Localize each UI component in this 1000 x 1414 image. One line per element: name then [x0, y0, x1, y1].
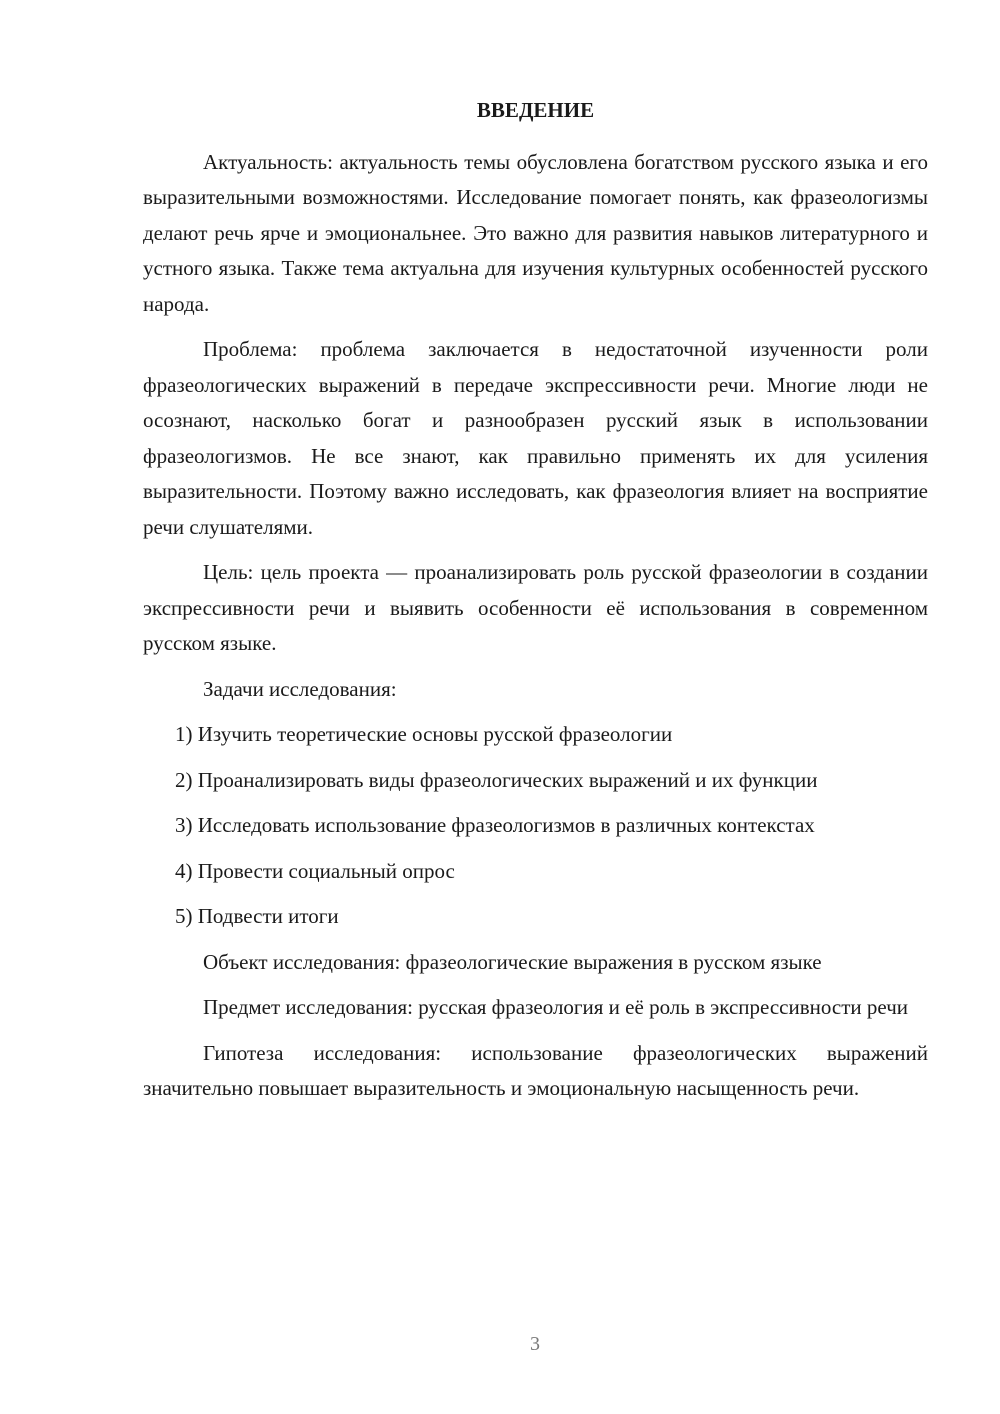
subject-paragraph: Предмет исследования: русская фразеология и её роль в экспрессивности речи	[203, 995, 908, 1019]
problem-paragraph: Проблема: проблема заключается в недостаточной изученности роли фразеологических выражений в передаче экспрессивности речи. Многие люди не осознают, насколько богат и разнообразен русский язык в использовании фразеологизмов. Не все знают, как правильно применять их для усиления выразительности. Поэтому важно исследовать, как фразеология влияет на восприятие речи слушателями.	[143, 337, 928, 539]
goal-paragraph: Цель: цель проекта — проанализировать роль русской фразеологии в создании экспрессивности речи и выявить особенности её использования в современном русском языке.	[143, 560, 928, 655]
object-paragraph: Объект исследования: фразеологические выражения в русском языке	[203, 949, 822, 974]
list-item: 3) Исследовать использование фразеологизмов в различных контекстах	[175, 813, 815, 837]
list-item: 2) Проанализировать виды фразеологических выражений и их функции	[175, 767, 818, 792]
document-page	[143, 93, 928, 1107]
list-item: 5) Подвести итоги	[175, 904, 339, 928]
list-item: 1) Изучить теоретические основы русской фразеологии	[175, 722, 673, 746]
page-number: 3	[530, 1333, 540, 1355]
list-item: 4) Провести социальный опрос	[175, 858, 455, 883]
relevance-paragraph: Актуальность: актуальность темы обусловлена богатством русского языка и его выразительными возможностями. Исследование помогает понять, как фразеологизмы делают речь ярче и эмоциональнее. Это важно для развития навыков литературного и устного языка. Также тема актуальна для изучения культурных особенностей русского народа.	[143, 149, 928, 316]
hypothesis-paragraph: Гипотеза исследования: использование фразеологических выражений значительно повышает выразительность и эмоциональную насыщенность речи.	[143, 1040, 928, 1100]
tasks-heading: Задачи исследования:	[203, 676, 397, 701]
page-title: ВВЕДЕНИЕ	[476, 98, 595, 122]
